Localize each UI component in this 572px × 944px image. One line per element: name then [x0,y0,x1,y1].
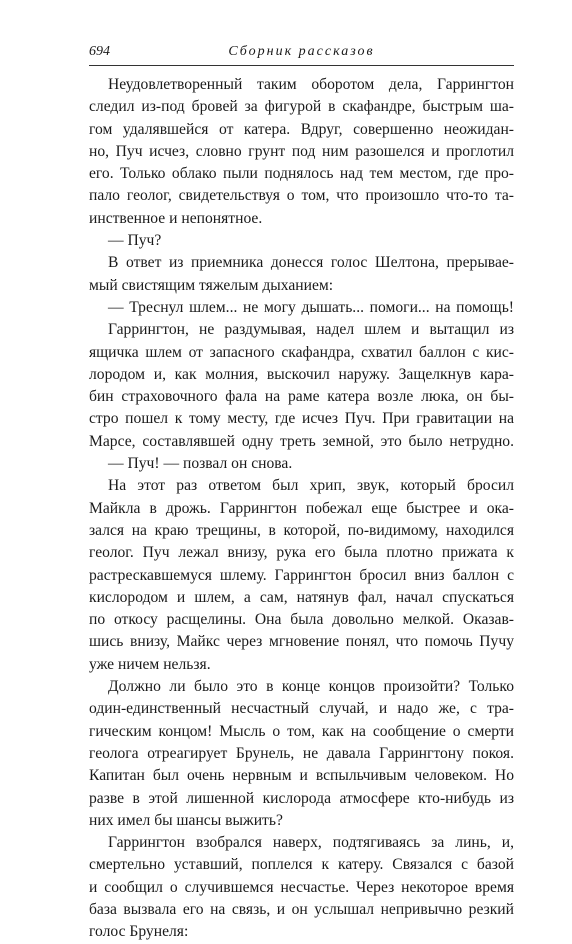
text-line: Должно ли было это в конце концов произойти? Только [108,678,514,696]
text-line: лородом и, как молния, выскочил наружу. Защелкнув кара- [89,365,514,383]
text-line: На этот раз ответом был хрип, звук, который бросил [108,477,514,495]
text-line: но, Пуч исчез, словно грунт под ним разошелся и проглотил [89,142,514,160]
text-line: ящичка шлем от запасного скафандра, схватил баллон с кис- [89,343,514,361]
text-line: гом удалявшейся от катера. Вдруг, совершенно неожидан- [89,120,514,138]
text-line: кислородом и шлем, а сам, натянув фал, начал спускаться [89,588,514,606]
text-line: — Пуч! — позвал он снова. [108,455,293,473]
text-line: — Треснул шлем... не могу дышать... помоги... на помощь! [108,298,514,316]
text-line: Гаррингтон, не раздумывая, надел шлем и вытащил из [108,321,514,339]
text-line: геолога отреагирует Брунель, не давала Гаррингтону покоя. [89,744,514,762]
text-line: Марсе, составлявшей одну треть земной, это было нетрудно. [89,432,514,450]
text-line: мый свистящим тяжелым дыханием: [89,276,334,294]
text-line: голос Брунеля: [89,923,189,941]
text-line: них имел бы шансы выжить? [89,811,283,829]
text-line: — Пуч? [108,232,162,250]
text-line: В ответ из приемника донесся голос Шелтона, прерывае- [108,254,514,272]
text-line: по откосу расщелины. Она была довольно мелкой. Оказав- [89,611,514,629]
text-line: зался на краю трещины, в которой, по-видимому, находился [89,521,514,539]
text-line: смертельно уставший, поплелся к катеру. Связался с базой [89,856,514,874]
text-line: следил из-под бровей за фигурой в скафандре, быстрым ша- [89,98,514,116]
text-line: один-единственный несчастный случай, и надо же, с тра- [89,700,514,718]
body-text [89,74,514,944]
text-line: гическим концом! Мысль о том, как на сообщение о смерти [89,722,514,740]
text-line: Неудовлетворенный таким оборотом дела, Гаррингтон [108,76,514,93]
text-line: стро пошел к тому месту, где исчез Пуч. При гравитации на [89,410,514,428]
header-rule [89,65,514,66]
text-line: Майкла в дрожь. Гаррингтон побежал еще быстрее и ока- [89,499,514,517]
text-line: Капитан был очень нервным и вспыльчивым человеком. Но [89,767,514,785]
text-line: пало геолог, свидетельствуя о том, что произошло что-то та- [89,187,514,205]
text-line: база вызвала его на связь, и он услышал непривычно резкий [89,900,514,918]
text-line: разве в этой лишенной кислорода атмосфере кто-нибудь из [89,789,514,807]
text-line: Гаррингтон взобрался наверх, подтягиваясь за линь, и, [108,834,514,852]
text-line: уже ничем нельзя. [89,655,211,673]
page-header [89,42,514,64]
page-number: 694 [89,44,110,59]
text-line: шись внизу, Майкс через мгновение понял, что помочь Пучу [89,633,514,651]
text-line: бин страховочного фала на раме катера возле люка, он бы- [89,388,514,406]
running-title: Сборник рассказов [228,44,375,59]
text-line: инственное и непонятное. [89,209,263,227]
text-line: геолог. Пуч лежал внизу, рука его была плотно прижата к [89,544,514,562]
text-line: его. Только облако пыли поднялось над тем местом, где про- [89,165,514,183]
text-line: растрескавшемуся шлему. Гаррингтон бросил вниз баллон с [89,566,514,584]
text-line: и сообщил о случившемся несчастье. Через некоторое время [89,878,514,896]
